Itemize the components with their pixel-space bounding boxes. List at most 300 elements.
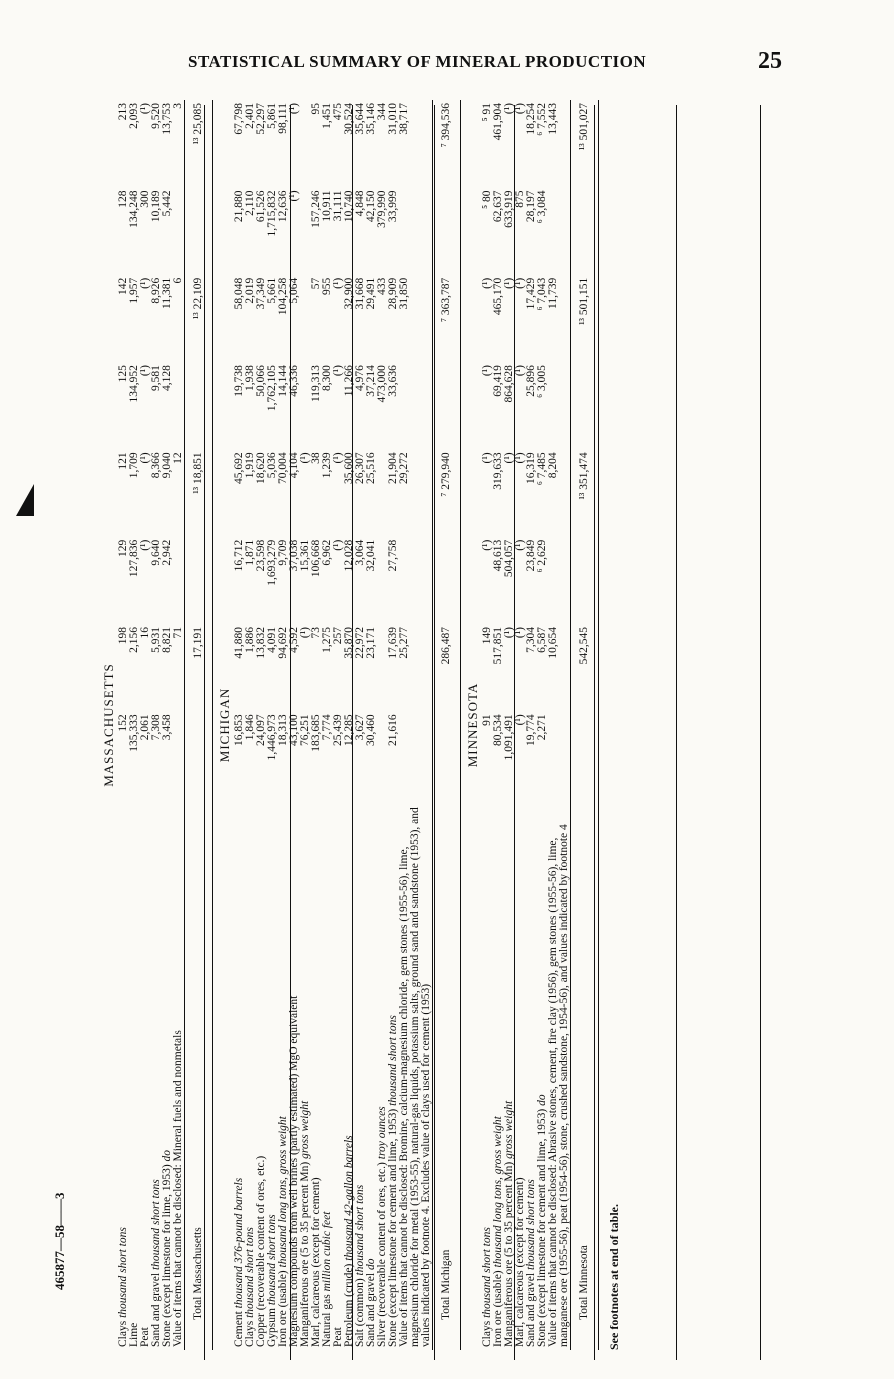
row-label-text: Clays bbox=[117, 1320, 129, 1347]
total-cell bbox=[185, 362, 213, 449]
table-cell: 27,758 bbox=[387, 539, 399, 572]
row-unit: thousand short tons bbox=[387, 1015, 399, 1106]
table-cell: 213 bbox=[117, 103, 129, 121]
table-cell: ⁶ 7,043 bbox=[536, 277, 548, 311]
table-cell: 121 bbox=[117, 452, 129, 470]
row-label-text: Gypsum bbox=[266, 1308, 278, 1347]
table-cell: 2,271 bbox=[536, 714, 548, 741]
table-cell: (¹) bbox=[139, 103, 151, 115]
table-cell: ⁵ 80 bbox=[481, 190, 493, 209]
table-cell: 633,919 bbox=[503, 190, 515, 228]
row-label-text: Magnesium compounds from well brines (partly estimated) MgO equivalent bbox=[288, 995, 300, 1347]
table-cell: 504,057 bbox=[503, 539, 515, 578]
table-cell: 23,598 bbox=[255, 539, 267, 572]
table-cell: 344 bbox=[376, 103, 388, 121]
table-cell: 32,900 bbox=[343, 277, 355, 310]
table-cell: 18,254 bbox=[525, 103, 537, 135]
table-cell: 12,636 bbox=[277, 190, 289, 223]
total-cell bbox=[185, 537, 213, 624]
page-title: STATISTICAL SUMMARY OF MINERAL PRODUCTION bbox=[188, 52, 647, 71]
row-unit: thousand short tons bbox=[525, 1179, 537, 1271]
row-label-text: Iron ore (usable) bbox=[492, 1270, 504, 1347]
table-cell: 69,419 bbox=[492, 365, 504, 397]
table-cell: 76,251 bbox=[299, 714, 311, 746]
table-cell: 35,870 bbox=[343, 627, 355, 659]
table-cell: 13,753 bbox=[161, 103, 173, 135]
table-cell: 42,150 bbox=[365, 190, 377, 223]
table-row bbox=[548, 100, 571, 1350]
total-row bbox=[433, 100, 461, 1350]
table-cell: 80,534 bbox=[492, 714, 504, 746]
total-label: Total Michigan bbox=[433, 799, 461, 1350]
table-cell: 45,692 bbox=[233, 452, 245, 484]
page-number: 25 bbox=[758, 48, 782, 74]
table-cell: 11,739 bbox=[547, 277, 559, 309]
table-cell: (¹) bbox=[332, 539, 344, 551]
row-unit: thousand 42-gallon barrels bbox=[343, 1135, 355, 1261]
total-row bbox=[571, 100, 599, 1350]
table-cell: 9,581 bbox=[150, 365, 162, 391]
table-cell: 4,976 bbox=[354, 365, 366, 391]
table-cell: 1,919 bbox=[244, 452, 256, 479]
table-cell: 9,520 bbox=[150, 103, 162, 129]
table-cell: 31,010 bbox=[387, 103, 399, 135]
table-cell: 16,712 bbox=[233, 539, 245, 572]
table-cell bbox=[399, 362, 433, 449]
row-label-text: Copper (recoverable content of ores, etc.) bbox=[255, 1155, 267, 1347]
row-unit: do bbox=[161, 1149, 173, 1162]
thumb-index-triangle-icon bbox=[16, 484, 34, 516]
table-cell: (¹) bbox=[503, 103, 515, 115]
table-cell: 2,156 bbox=[128, 627, 140, 653]
table-cell: 4,848 bbox=[354, 190, 366, 217]
table-cell bbox=[173, 537, 185, 624]
table-cell: 41,880 bbox=[233, 627, 245, 659]
table-cell: 473,000 bbox=[376, 365, 388, 403]
total-cell: ¹³ 501,151 bbox=[571, 275, 599, 362]
table-cell: (¹) bbox=[139, 539, 151, 551]
table-cell: 106,668 bbox=[310, 539, 322, 578]
table-cell: (¹) bbox=[299, 627, 311, 639]
table-cell: 433 bbox=[376, 277, 388, 295]
table-cell: 98,111 bbox=[277, 103, 289, 134]
table-cell: 1,091,491 bbox=[503, 714, 515, 761]
table-cell: 3,064 bbox=[354, 539, 366, 566]
table-cell: 465,170 bbox=[492, 277, 504, 316]
table-cell bbox=[173, 187, 185, 274]
table-cell: 257 bbox=[332, 627, 344, 645]
row-unit: thousand short tons bbox=[117, 1227, 129, 1318]
row-unit: thousand short tons bbox=[481, 1227, 493, 1318]
row-unit: thousand long tons, gross weight bbox=[492, 1116, 504, 1268]
table-cell: 16,319 bbox=[525, 452, 537, 484]
table-cell: ⁶ 7,552 bbox=[536, 103, 548, 136]
table-cell: (¹) bbox=[481, 365, 493, 377]
table-cell: 1,886 bbox=[244, 627, 256, 653]
table-cell: 91 bbox=[481, 714, 493, 726]
table-cell: 1,871 bbox=[244, 539, 256, 566]
total-cell: ¹³ 18,851 bbox=[185, 449, 213, 536]
row-label bbox=[173, 799, 185, 1350]
table-cell bbox=[548, 711, 571, 798]
table-cell: (¹) bbox=[481, 452, 493, 464]
table-cell: 4,592 bbox=[288, 627, 300, 653]
total-cell bbox=[185, 187, 213, 274]
row-label-text: Cement bbox=[233, 1311, 245, 1347]
row-label bbox=[322, 799, 333, 1350]
row-label-text: Value of items that cannot be disclosed: Bromine, calcium-magnesium chloride, gem stones (1955-56), lime, magnesium chloride for metal (1953-55), natural-gas liquids, potassium salts, ground sand and sandstone (1953), and values indicated by footnote 4. Excludes value of clays used for cement (1953) bbox=[398, 807, 432, 1347]
table-cell bbox=[548, 187, 571, 274]
row-unit: gross weight bbox=[503, 1100, 515, 1159]
table-cell: (¹) bbox=[299, 452, 311, 464]
table-cell: 21,880 bbox=[233, 190, 245, 223]
row-label-text: Silver (recoverable content of ores, etc.) bbox=[376, 1162, 388, 1347]
table-cell: 2,093 bbox=[128, 103, 140, 129]
table-cell: 149 bbox=[481, 627, 493, 645]
table-cell: 25,896 bbox=[525, 365, 537, 397]
table-cell: 32,041 bbox=[365, 539, 377, 572]
row-label-text: Iron ore (usable) bbox=[277, 1270, 289, 1347]
total-cell: ¹³ 25,085 bbox=[185, 100, 213, 187]
total-cell bbox=[571, 187, 599, 274]
table-cell: 73 bbox=[310, 627, 322, 639]
table-cell: 17,639 bbox=[387, 627, 399, 659]
table-cell: 8,821 bbox=[161, 627, 173, 653]
table-cell: 67,798 bbox=[233, 103, 245, 135]
section-heading: MINNESOTA bbox=[465, 682, 480, 768]
table-cell: 35,644 bbox=[354, 103, 366, 135]
table-cell: 5,661 bbox=[266, 277, 278, 304]
table-cell: 4,104 bbox=[288, 452, 300, 479]
table-cell: 1,957 bbox=[128, 277, 140, 304]
table-cell: 2,019 bbox=[244, 277, 256, 304]
table-cell: 955 bbox=[321, 277, 333, 295]
table-cell: 52,297 bbox=[255, 103, 267, 135]
table-cell: 8,366 bbox=[150, 452, 162, 479]
table-cell: 10,654 bbox=[547, 627, 559, 659]
table-cell: 46,336 bbox=[288, 365, 300, 397]
table-cell: 1,715,832 bbox=[266, 190, 278, 237]
table-cell: 33,999 bbox=[387, 190, 399, 223]
table-cell: 17,429 bbox=[525, 277, 537, 310]
table-cell: 5,931 bbox=[150, 627, 162, 653]
table-cell: 12 bbox=[172, 452, 184, 464]
table-cell: 3 bbox=[172, 103, 184, 109]
table-cell: 319,633 bbox=[492, 452, 504, 490]
table-cell: 31,668 bbox=[354, 277, 366, 310]
table-cell: 135,333 bbox=[128, 714, 140, 752]
rotated-statistics-table bbox=[97, 100, 797, 1350]
table-cell: 3,458 bbox=[161, 714, 173, 741]
table-cell: 70,004 bbox=[277, 452, 289, 484]
row-label-text: Stone (except limestone for cement and lime, 1953) bbox=[387, 1108, 399, 1347]
table-cell: 11,266 bbox=[343, 365, 355, 397]
table-cell: 16,853 bbox=[233, 714, 245, 746]
table-cell: (¹) bbox=[139, 365, 151, 377]
table-cell: 198 bbox=[117, 627, 129, 645]
table-cell: 134,952 bbox=[128, 365, 140, 403]
table-cell: 23,171 bbox=[365, 627, 377, 659]
row-label-text: Sand and gravel bbox=[525, 1272, 537, 1347]
table-cell: 104,258 bbox=[277, 277, 289, 316]
row-unit: troy ounces bbox=[376, 1106, 388, 1160]
table-cell: 71 bbox=[172, 627, 184, 639]
table-cell: 25,277 bbox=[398, 627, 410, 659]
total-cell bbox=[433, 187, 461, 274]
table-cell: 62,637 bbox=[492, 190, 504, 223]
table-cell: ⁶ 3,005 bbox=[536, 365, 548, 398]
row-unit: do bbox=[365, 1258, 377, 1271]
table-cell: 4,128 bbox=[161, 365, 173, 391]
row-label-text: Stone (except limestone for cement and lime, 1953) bbox=[536, 1108, 548, 1347]
table-cell: 94,692 bbox=[277, 627, 289, 659]
table-cell: 38,717 bbox=[398, 103, 410, 135]
table-cell: 8,204 bbox=[547, 452, 559, 479]
table-cell: (¹) bbox=[514, 627, 526, 639]
table-cell: 1,451 bbox=[321, 103, 333, 129]
table-cell: (¹) bbox=[514, 714, 526, 726]
total-cell: ⁷ 394,536 bbox=[433, 100, 461, 187]
table-cell: (¹) bbox=[288, 190, 300, 202]
table-cell: 15,361 bbox=[299, 539, 311, 572]
table-cell: 28,909 bbox=[387, 277, 399, 310]
table-cell: (¹) bbox=[514, 539, 526, 551]
table-cell: (¹) bbox=[481, 277, 493, 289]
row-unit: thousand long tons, gross weight bbox=[277, 1116, 289, 1268]
table-cell: 12,285 bbox=[343, 714, 355, 746]
table-cell: 25,516 bbox=[365, 452, 377, 484]
table-cell: 379,990 bbox=[376, 190, 388, 228]
table-cell: 29,491 bbox=[365, 277, 377, 310]
row-label-text: Clays bbox=[481, 1320, 493, 1347]
table-cell: 18,620 bbox=[255, 452, 267, 484]
section-heading: MICHIGAN bbox=[217, 687, 232, 763]
table-cell: 2,942 bbox=[161, 539, 173, 566]
table-cell: 157,246 bbox=[310, 190, 322, 228]
row-label-text: Manganiferous ore (5 to 35 percent Mn) bbox=[299, 1161, 311, 1347]
total-cell: 542,545 bbox=[571, 624, 599, 711]
total-label: Total Minnesota bbox=[571, 799, 599, 1350]
section-heading: MASSACHUSETTS bbox=[101, 663, 116, 787]
total-cell: 286,487 bbox=[433, 624, 461, 711]
table-cell: 6,587 bbox=[536, 627, 548, 653]
section-heading-row bbox=[461, 100, 483, 1350]
table-cell: 30,460 bbox=[365, 714, 377, 746]
row-label-text: Manganiferous ore (5 to 35 percent Mn) bbox=[503, 1161, 515, 1347]
table-cell: 11,381 bbox=[161, 277, 173, 309]
table-cell: (¹) bbox=[139, 277, 151, 289]
table-cell bbox=[173, 362, 185, 449]
table-cell: 29,272 bbox=[398, 452, 410, 484]
table-cell: 10,740 bbox=[343, 190, 355, 223]
table-cell: 8,300 bbox=[321, 365, 333, 391]
table-cell: 57 bbox=[310, 277, 322, 290]
table-cell: 119,313 bbox=[310, 365, 322, 403]
table-cell bbox=[399, 711, 433, 798]
table-cell: 5,861 bbox=[266, 103, 278, 129]
table-cell: 152 bbox=[117, 714, 129, 732]
row-label-text: Value of items that cannot be disclosed: Mineral fuels and nonmetals bbox=[172, 1030, 184, 1347]
table-cell: 129 bbox=[117, 539, 129, 557]
total-cell bbox=[571, 362, 599, 449]
table-cell: 2,061 bbox=[139, 714, 151, 741]
table-cell: 28,197 bbox=[525, 190, 537, 223]
total-cell bbox=[433, 362, 461, 449]
table-cell: 38 bbox=[310, 452, 322, 464]
table-cell: 24,097 bbox=[255, 714, 267, 746]
table-cell: 37,038 bbox=[288, 539, 300, 572]
table-cell: 7,308 bbox=[150, 714, 162, 741]
table-cell: ⁵ 91 bbox=[481, 103, 493, 122]
page-header bbox=[0, 48, 894, 84]
table-cell: (¹) bbox=[514, 365, 526, 377]
total-cell bbox=[571, 711, 599, 798]
table-cell: 14,144 bbox=[277, 365, 289, 397]
table-cell: 125 bbox=[117, 365, 129, 383]
section-heading-row bbox=[97, 100, 118, 1350]
table-cell: 475 bbox=[332, 103, 344, 121]
table-cell: 1,762,105 bbox=[266, 365, 278, 412]
table-cell: (¹) bbox=[503, 452, 515, 464]
table-cell: 26,307 bbox=[354, 452, 366, 484]
table-cell: 10,189 bbox=[150, 190, 162, 223]
table-cell: 2,110 bbox=[244, 190, 256, 216]
table-cell: 48,613 bbox=[492, 539, 504, 572]
table-cell: 35,146 bbox=[365, 103, 377, 135]
row-label-text: Salt (common) bbox=[354, 1278, 366, 1347]
total-cell bbox=[433, 537, 461, 624]
table-cell: 25,439 bbox=[332, 714, 344, 746]
table-cell bbox=[548, 537, 571, 624]
table-row bbox=[173, 100, 185, 1350]
row-label-text: Value of items that cannot be disclosed: Abrasive stones, cement, fire clay (1956), gem stones (1955-56), lime, manganese ore (1955-56), peat (1954-56), stone, crushed sandstone, 1954-56), and values indicated by footnote 4 bbox=[547, 824, 570, 1347]
row-unit: thousand short tons bbox=[244, 1227, 256, 1318]
table-cell: (¹) bbox=[503, 627, 515, 639]
table-cell: 30,524 bbox=[343, 103, 355, 135]
total-cell: 17,191 bbox=[185, 624, 213, 711]
row-unit: thousand 376-pound barrels bbox=[233, 1177, 245, 1309]
row-unit: gross weight bbox=[299, 1100, 311, 1159]
table-cell: 43,100 bbox=[288, 714, 300, 746]
table-cell: 6,962 bbox=[321, 539, 333, 566]
total-cell bbox=[433, 711, 461, 798]
table-cell bbox=[173, 711, 185, 798]
row-label-text: Marl, calcareous (except for cement) bbox=[514, 1177, 526, 1347]
total-cell: ¹³ 351,474 bbox=[571, 449, 599, 536]
table-cell: ⁶ 3,084 bbox=[536, 190, 548, 224]
total-cell: ¹³ 501,027 bbox=[571, 100, 599, 187]
table-cell: 58,048 bbox=[233, 277, 245, 310]
table-cell bbox=[399, 187, 433, 274]
row-unit: do bbox=[536, 1094, 548, 1106]
table-cell: (¹) bbox=[514, 452, 526, 464]
table-cell: 5,442 bbox=[161, 190, 173, 217]
table-cell: (¹) bbox=[503, 277, 515, 289]
table-cell: (¹) bbox=[514, 277, 526, 289]
table-cell: 6 bbox=[172, 277, 184, 284]
row-label-text: Clays bbox=[244, 1320, 256, 1347]
row-unit: thousand short tons bbox=[354, 1184, 366, 1276]
table-cell: 31,850 bbox=[398, 277, 410, 310]
table-cell: 23,849 bbox=[525, 539, 537, 572]
table-cell: 1,846 bbox=[244, 714, 256, 741]
table-cell: 9,709 bbox=[277, 539, 289, 566]
row-label-text: Stone (except limestone for lime, 1953) bbox=[161, 1164, 173, 1347]
table-cell: 31,111 bbox=[332, 190, 344, 222]
row-label-text: Peat bbox=[332, 1327, 344, 1347]
table-cell: 128 bbox=[117, 190, 129, 208]
total-label: Total Massachusetts bbox=[185, 799, 213, 1350]
row-label bbox=[548, 799, 571, 1350]
table-cell: 127,836 bbox=[128, 539, 140, 578]
section-heading-row bbox=[213, 100, 235, 1350]
row-label-text: Marl, calcareous (except for cement) bbox=[310, 1177, 322, 1347]
table-cell: (¹) bbox=[332, 277, 344, 289]
table-cell: 37,349 bbox=[255, 277, 267, 310]
table-cell: (¹) bbox=[332, 365, 344, 377]
table-cell: 37,214 bbox=[365, 365, 377, 397]
mineral-production-table bbox=[97, 100, 599, 1350]
total-cell bbox=[185, 711, 213, 798]
table-cell: (¹) bbox=[332, 452, 344, 464]
row-label-text: Lime bbox=[128, 1322, 140, 1347]
table-cell: 3,627 bbox=[354, 714, 366, 741]
printer-signature: 465877—58——3 bbox=[52, 1192, 67, 1290]
table-cell: 1,239 bbox=[321, 452, 333, 479]
table-cell: 142 bbox=[117, 277, 129, 295]
table-cell: 1,693,279 bbox=[266, 539, 278, 586]
table-cell: 13,443 bbox=[547, 103, 559, 135]
table-cell: 61,526 bbox=[255, 190, 267, 223]
table-cell bbox=[548, 362, 571, 449]
table-cell: 134,248 bbox=[128, 190, 140, 228]
table-cell: 19,774 bbox=[525, 714, 537, 746]
table-cell: 517,851 bbox=[492, 627, 504, 665]
table-cell: 9,640 bbox=[150, 539, 162, 566]
row-unit: thousand short tons bbox=[266, 1214, 278, 1306]
row-label-text: Sand and gravel bbox=[150, 1272, 162, 1347]
table-cell: 461,904 bbox=[492, 103, 504, 141]
table-cell: 22,972 bbox=[354, 627, 366, 659]
row-unit: thousand short tons bbox=[150, 1179, 162, 1271]
table-cell: (¹) bbox=[514, 103, 526, 115]
table-cell: 1,275 bbox=[321, 627, 333, 653]
table-row bbox=[399, 100, 433, 1350]
row-label bbox=[399, 799, 433, 1350]
table-cell: 300 bbox=[139, 190, 151, 208]
table-cell: ⁶ 2,629 bbox=[536, 539, 548, 573]
total-cell: ⁷ 363,787 bbox=[433, 275, 461, 362]
table-cell: (¹) bbox=[481, 539, 493, 551]
table-cell: 4,091 bbox=[266, 627, 278, 653]
table-cell: ⁶ 7,485 bbox=[536, 452, 548, 486]
footnote-reference: See footnotes at end of table. bbox=[607, 1204, 621, 1350]
table-cell: 183,685 bbox=[310, 714, 322, 752]
total-cell: ¹³ 22,109 bbox=[185, 275, 213, 362]
table-cell: 21,904 bbox=[387, 452, 399, 484]
table-cell: 5,036 bbox=[266, 452, 278, 479]
table-cell: 33,636 bbox=[387, 365, 399, 397]
total-cell: ⁷ 279,940 bbox=[433, 449, 461, 536]
row-label-text: Sand and gravel bbox=[365, 1272, 377, 1347]
table-cell: 18,313 bbox=[277, 714, 289, 746]
table-cell: 8,926 bbox=[150, 277, 162, 304]
table-cell: 1,938 bbox=[244, 365, 256, 391]
total-cell bbox=[571, 537, 599, 624]
table-cell: 19,738 bbox=[233, 365, 245, 397]
table-cell: 864,628 bbox=[503, 365, 515, 403]
table-cell: 1,446,973 bbox=[266, 714, 278, 761]
